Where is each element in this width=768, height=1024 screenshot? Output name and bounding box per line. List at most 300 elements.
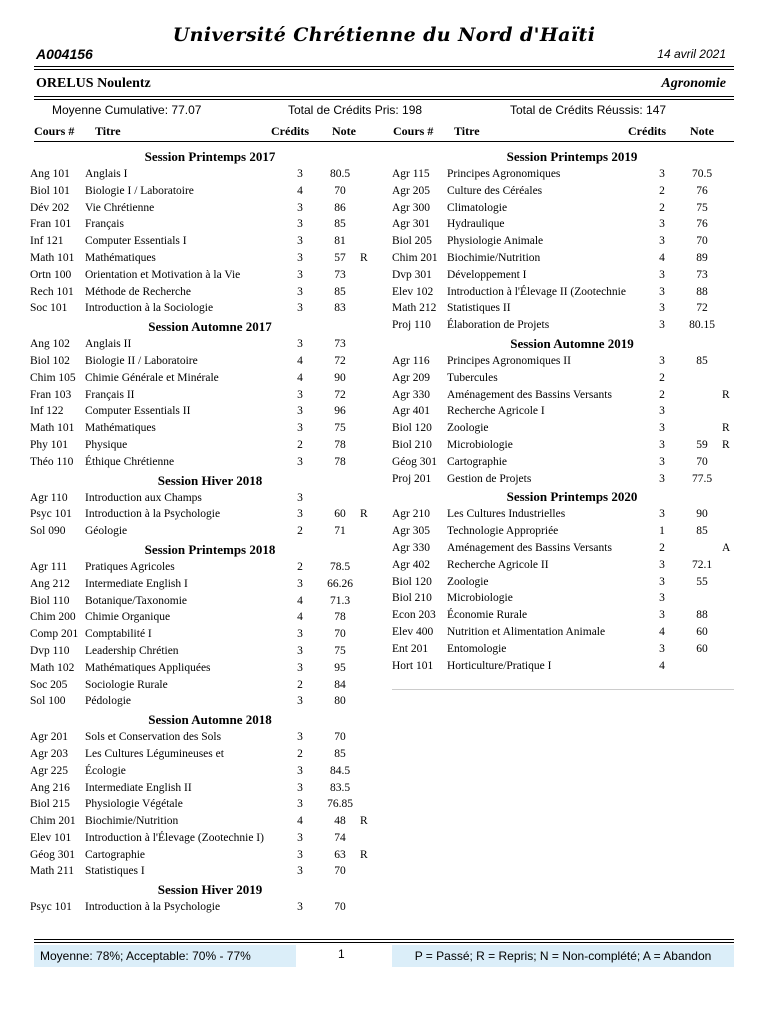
course-credits: 4 — [659, 659, 665, 672]
course-title: Intermediate English I — [85, 577, 188, 590]
course-row — [30, 796, 390, 813]
course-grade: 83.5 — [329, 781, 351, 794]
course-code: Agr 225 — [30, 764, 69, 777]
session-heading: Session Hiver 2018 — [157, 472, 263, 488]
course-grade: 78 — [334, 455, 346, 468]
course-code: Agr 330 — [392, 388, 431, 401]
course-credits: 3 — [297, 338, 303, 351]
course-row — [392, 370, 752, 387]
course-grade: 75 — [334, 644, 346, 657]
course-title: Vie Chrétienne — [85, 201, 155, 214]
course-code: Biol 210 — [392, 592, 432, 605]
course-credits: 3 — [297, 218, 303, 231]
course-title: Biologie I / Laboratoire — [85, 184, 194, 197]
course-row — [30, 353, 390, 370]
course-flag: R — [360, 815, 368, 828]
course-code: Biol 210 — [392, 438, 432, 451]
course-code: Dév 202 — [30, 201, 70, 214]
course-title: Recherche Agricole I — [447, 405, 545, 418]
course-title: Climatologie — [447, 201, 508, 214]
course-code: Elev 102 — [392, 285, 434, 298]
course-row — [392, 166, 752, 183]
course-code: Géog 301 — [30, 848, 76, 861]
course-title: Biochimie/Nutrition — [447, 251, 541, 264]
course-grade: 84.5 — [329, 764, 351, 777]
course-grade: 81 — [334, 235, 346, 248]
course-grade: 80.15 — [689, 319, 715, 332]
course-code: Chim 201 — [30, 815, 76, 828]
course-row — [392, 353, 752, 370]
course-credits: 3 — [659, 472, 665, 485]
course-grade: 90 — [696, 508, 708, 521]
col-header-grade: Note — [332, 124, 356, 138]
course-grade: 55 — [696, 575, 708, 588]
course-flag: R — [722, 422, 730, 435]
course-row — [392, 658, 752, 675]
course-row — [30, 813, 390, 830]
course-credits: 3 — [659, 508, 665, 521]
course-credits: 3 — [297, 201, 303, 214]
course-code: Agr 205 — [392, 184, 431, 197]
course-credits: 3 — [297, 848, 303, 861]
course-title: Mathématiques Appliquées — [85, 661, 211, 674]
course-title: Hydraulique — [447, 218, 505, 231]
course-code: Math 211 — [30, 865, 74, 878]
course-grade: 88 — [696, 609, 708, 622]
course-grade: 73 — [334, 268, 346, 281]
course-code: Chim 201 — [392, 251, 438, 264]
course-code: Biol 110 — [30, 594, 70, 607]
course-row — [392, 233, 752, 250]
course-code: Elev 400 — [392, 625, 434, 638]
course-code: Biol 205 — [392, 235, 432, 248]
course-code: Fran 101 — [30, 218, 72, 231]
course-code: Sol 090 — [30, 525, 66, 538]
course-credits: 3 — [297, 577, 303, 590]
course-code: Ortn 100 — [30, 268, 72, 281]
course-row — [30, 830, 390, 847]
course-credits: 3 — [297, 251, 303, 264]
course-title: Computer Essentials II — [85, 405, 191, 418]
course-title: Statistiques I — [85, 865, 145, 878]
course-flag: R — [722, 388, 730, 401]
course-credits: 4 — [297, 184, 303, 197]
course-title: Intermediate English II — [85, 781, 192, 794]
course-row — [30, 763, 390, 780]
course-row — [30, 576, 390, 593]
course-grade: 84 — [334, 678, 346, 691]
course-credits: 3 — [297, 831, 303, 844]
course-title: Introduction à l'Élevage (Zootechnie I) — [85, 831, 264, 844]
course-row — [392, 200, 752, 217]
course-code: Agr 305 — [392, 525, 431, 538]
course-grade: 73 — [696, 268, 708, 281]
course-code: Inf 122 — [30, 405, 64, 418]
course-row — [30, 609, 390, 626]
course-grade: 80.5 — [329, 168, 351, 180]
course-code: Biol 101 — [30, 184, 70, 197]
course-title: Les Cultures Industrielles — [447, 508, 566, 521]
course-row — [392, 183, 752, 200]
course-title: Horticulture/Pratique I — [447, 659, 552, 672]
course-title: Botanique/Taxonomie — [85, 594, 188, 607]
course-row — [392, 403, 752, 420]
course-title: Éthique Chrétienne — [85, 455, 175, 468]
course-row — [30, 746, 390, 763]
course-row — [392, 540, 752, 557]
course-credits: 2 — [297, 678, 303, 691]
course-row — [30, 626, 390, 643]
course-credits: 3 — [297, 268, 303, 281]
course-row — [392, 284, 752, 301]
course-credits: 2 — [659, 388, 665, 401]
col-header-code: Cours # — [34, 124, 75, 138]
course-credits: 3 — [659, 285, 665, 298]
course-row — [30, 729, 390, 746]
course-grade: 85 — [334, 285, 346, 298]
student-id: A004156 — [36, 46, 93, 62]
course-title: Culture des Céréales — [447, 184, 543, 197]
course-grade: 60 — [334, 508, 346, 521]
course-row — [30, 693, 390, 710]
course-grade: 80 — [334, 695, 346, 708]
course-code: Hort 101 — [392, 659, 434, 672]
course-title: Physiologie Végétale — [85, 798, 183, 811]
course-grade: 66.26 — [327, 577, 353, 590]
course-title: Introduction à la Psychologie — [85, 508, 221, 521]
course-grade: 60 — [696, 625, 708, 638]
course-credits: 3 — [297, 422, 303, 435]
course-grade: 71.3 — [329, 594, 351, 607]
course-grade: 70 — [334, 628, 346, 641]
col-header-credits: Crédits — [628, 124, 666, 138]
course-code: Soc 101 — [30, 302, 68, 315]
transcript-column-left — [30, 147, 390, 916]
course-row — [392, 387, 752, 404]
course-grade: 85 — [334, 218, 346, 231]
course-title: Mathématiques — [85, 422, 156, 435]
course-grade: 95 — [334, 661, 346, 674]
course-row — [392, 624, 752, 641]
course-credits: 4 — [297, 594, 303, 607]
course-row — [30, 200, 390, 217]
course-title: Chimie Organique — [85, 611, 171, 624]
divider — [34, 141, 734, 142]
course-title: Physiologie Animale — [447, 235, 544, 248]
course-title: Technologie Appropriée — [447, 525, 559, 538]
course-row — [30, 420, 390, 437]
course-grade: 75 — [696, 201, 708, 214]
course-title: Développement I — [447, 268, 527, 281]
course-credits: 3 — [297, 285, 303, 298]
course-row — [30, 403, 390, 420]
course-credits: 3 — [659, 558, 665, 571]
course-code: Biol 102 — [30, 354, 70, 367]
course-code: Ent 201 — [392, 642, 429, 655]
course-grade: 70.5 — [691, 168, 713, 180]
session-heading: Session Printemps 2018 — [144, 541, 276, 557]
course-title: Microbiologie — [447, 592, 513, 605]
course-grade: 73 — [334, 338, 346, 351]
course-code: Fran 103 — [30, 388, 72, 401]
course-title: Introduction à la Sociologie — [85, 302, 214, 315]
course-row — [30, 559, 390, 576]
course-row — [392, 267, 752, 284]
divider — [34, 99, 734, 100]
course-row — [392, 216, 752, 233]
course-title: Anglais II — [85, 338, 132, 351]
course-grade: 76 — [696, 218, 708, 231]
course-title: Introduction aux Champs — [85, 491, 202, 504]
course-title: Sols et Conservation des Sols — [85, 731, 222, 744]
course-grade: 78.5 — [329, 560, 351, 573]
course-row — [30, 300, 390, 317]
course-grade: 48 — [334, 815, 346, 828]
session-heading: Session Automne 2017 — [148, 319, 272, 335]
course-credits: 3 — [297, 302, 303, 315]
university-name: Université Chrétienne du Nord d'Haïti — [172, 24, 596, 46]
course-title: Computer Essentials I — [85, 235, 187, 248]
course-row — [30, 370, 390, 387]
course-code: Agr 300 — [392, 201, 431, 214]
course-credits: 3 — [297, 168, 303, 180]
course-row — [392, 420, 752, 437]
course-credits: 3 — [297, 388, 303, 401]
course-flag: R — [360, 508, 368, 521]
session-heading: Session Printemps 2020 — [506, 489, 638, 505]
course-code: Agr 115 — [392, 168, 430, 180]
course-title: Statistiques II — [447, 302, 511, 315]
course-grade: 59 — [696, 438, 708, 451]
course-credits: 3 — [659, 268, 665, 281]
course-grade: 88 — [696, 285, 708, 298]
course-title: Introduction à la Psychologie — [85, 901, 221, 914]
course-row — [392, 557, 752, 574]
course-credits: 2 — [297, 747, 303, 760]
course-code: Phy 101 — [30, 438, 69, 451]
course-row — [392, 471, 752, 488]
student-name: ORELUS Noulentz — [36, 76, 151, 91]
course-title: Chimie Générale et Minérale — [85, 371, 219, 384]
course-grade: 71 — [334, 525, 346, 538]
course-row — [392, 574, 752, 591]
course-credits: 3 — [297, 405, 303, 418]
course-row — [30, 780, 390, 797]
course-code: Agr 401 — [392, 405, 431, 418]
course-code: Chim 200 — [30, 611, 76, 624]
course-credits: 3 — [659, 235, 665, 248]
course-title: Pédologie — [85, 695, 131, 708]
course-row — [392, 590, 752, 607]
course-credits: 3 — [297, 508, 303, 521]
course-row — [30, 284, 390, 301]
course-title: Tubercules — [447, 371, 498, 384]
course-grade: 77.5 — [691, 472, 713, 485]
course-code: Ang 102 — [30, 338, 70, 351]
course-grade: 57 — [334, 251, 346, 264]
course-grade: 86 — [334, 201, 346, 214]
course-grade: 72 — [334, 388, 346, 401]
course-code: Ang 216 — [30, 781, 70, 794]
course-flag: R — [360, 251, 368, 264]
course-row — [30, 233, 390, 250]
course-grade: 76.85 — [327, 798, 353, 811]
course-credits: 3 — [297, 798, 303, 811]
course-title: Entomologie — [447, 642, 507, 655]
course-code: Proj 110 — [392, 319, 431, 332]
course-credits: 3 — [297, 731, 303, 744]
course-code: Agr 111 — [30, 560, 68, 573]
course-grade: 89 — [696, 251, 708, 264]
course-code: Math 102 — [30, 661, 75, 674]
course-code: Théo 110 — [30, 455, 74, 468]
course-grade: 70 — [334, 184, 346, 197]
course-title: Français — [85, 218, 124, 231]
course-title: Principes Agronomiques — [447, 168, 561, 180]
course-row — [30, 490, 390, 507]
course-row — [30, 677, 390, 694]
course-title: Géologie — [85, 525, 128, 538]
course-row — [30, 336, 390, 353]
course-credits: 3 — [659, 354, 665, 367]
course-credits: 3 — [297, 865, 303, 878]
course-row — [392, 454, 752, 471]
course-code: Ang 101 — [30, 168, 70, 180]
course-code: Agr 301 — [392, 218, 431, 231]
course-credits: 3 — [297, 901, 303, 914]
course-row — [30, 437, 390, 454]
course-title: Principes Agronomiques II — [447, 354, 571, 367]
course-credits: 3 — [659, 302, 665, 315]
course-flag: R — [722, 438, 730, 451]
course-credits: 2 — [659, 184, 665, 197]
grade-legend: P = Passé; R = Repris; N = Non-complété; A = Abandon — [392, 945, 734, 967]
divider — [34, 939, 734, 940]
course-credits: 4 — [297, 371, 303, 384]
course-grade: 85 — [334, 747, 346, 760]
course-code: Ang 212 — [30, 577, 70, 590]
course-grade: 90 — [334, 371, 346, 384]
course-row — [392, 250, 752, 267]
course-code: Comp 201 — [30, 628, 79, 641]
course-row — [392, 523, 752, 540]
course-title: Aménagement des Bassins Versants — [447, 541, 612, 554]
course-code: Biol 120 — [392, 575, 432, 588]
course-title: Français II — [85, 388, 135, 401]
course-grade: 70 — [696, 455, 708, 468]
course-credits: 3 — [297, 644, 303, 657]
course-code: Agr 201 — [30, 731, 69, 744]
divider — [34, 69, 734, 70]
course-code: Biol 215 — [30, 798, 70, 811]
course-credits: 4 — [297, 611, 303, 624]
course-title: Gestion de Projets — [447, 472, 532, 485]
credits-passed: Total de Crédits Réussis: 147 — [510, 103, 667, 117]
session-heading: Session Automne 2019 — [510, 335, 634, 351]
course-code: Math 212 — [392, 302, 437, 315]
course-title: Anglais I — [85, 168, 128, 180]
course-code: Rech 101 — [30, 285, 74, 298]
course-code: Chim 105 — [30, 371, 76, 384]
session-heading: Session Automne 2018 — [148, 712, 272, 728]
course-credits: 3 — [297, 764, 303, 777]
course-credits: 3 — [297, 235, 303, 248]
course-code: Agr 210 — [392, 508, 431, 521]
course-title: Nutrition et Alimentation Animale — [447, 625, 606, 638]
col-header-grade: Note — [690, 124, 714, 138]
course-title: Cartographie — [447, 455, 508, 468]
course-title: Économie Rurale — [447, 609, 528, 622]
course-row — [30, 593, 390, 610]
course-grade: 85 — [696, 354, 708, 367]
course-grade: 63 — [334, 848, 346, 861]
course-credits: 3 — [659, 455, 665, 468]
course-credits: 4 — [659, 251, 665, 264]
course-code: Math 101 — [30, 422, 75, 435]
divider — [392, 689, 734, 690]
course-grade: 96 — [334, 405, 346, 418]
course-credits: 2 — [659, 201, 665, 214]
course-code: Proj 201 — [392, 472, 432, 485]
course-title: Pratiques Agricoles — [85, 560, 175, 573]
grading-scale-note: Moyenne: 78%; Acceptable: 70% - 77% — [34, 945, 296, 967]
course-grade: 78 — [334, 611, 346, 624]
course-flag: R — [360, 848, 368, 861]
course-grade: 72.1 — [691, 558, 713, 571]
course-code: Math 101 — [30, 251, 75, 264]
course-code: Dvp 110 — [30, 644, 70, 657]
session-heading: Session Hiver 2019 — [157, 882, 263, 898]
divider — [34, 96, 734, 97]
course-grade: 70 — [696, 235, 708, 248]
course-title: Méthode de Recherche — [85, 285, 192, 298]
course-code: Agr 209 — [392, 371, 431, 384]
course-code: Agr 402 — [392, 558, 431, 571]
course-row — [30, 643, 390, 660]
course-code: Psyc 101 — [30, 901, 72, 914]
course-row — [30, 863, 390, 880]
document-date: 14 avril 2021 — [657, 47, 726, 61]
col-header-credits: Crédits — [271, 124, 309, 138]
course-row — [392, 607, 752, 624]
course-row — [30, 183, 390, 200]
course-row — [392, 437, 752, 454]
course-credits: 4 — [297, 815, 303, 828]
course-grade: 72 — [334, 354, 346, 367]
session-heading: Session Printemps 2019 — [506, 149, 638, 164]
divider — [34, 942, 734, 943]
program-name: Agronomie — [661, 76, 726, 91]
course-code: Géog 301 — [392, 455, 438, 468]
course-row — [30, 899, 390, 916]
course-credits: 3 — [659, 642, 665, 655]
course-credits: 1 — [659, 525, 665, 538]
course-flag: A — [722, 541, 731, 554]
course-code: Biol 120 — [392, 422, 432, 435]
course-grade: 83 — [334, 302, 346, 315]
course-credits: 3 — [659, 609, 665, 622]
course-title: Zoologie — [447, 575, 489, 588]
course-title: Élaboration de Projets — [447, 319, 550, 332]
course-grade: 60 — [696, 642, 708, 655]
course-title: Sociologie Rurale — [85, 678, 168, 691]
course-credits: 3 — [659, 422, 665, 435]
course-code: Econ 203 — [392, 609, 436, 622]
course-row — [30, 267, 390, 284]
course-credits: 2 — [659, 541, 665, 554]
course-grade: 72 — [696, 302, 708, 315]
course-credits: 3 — [659, 319, 665, 332]
